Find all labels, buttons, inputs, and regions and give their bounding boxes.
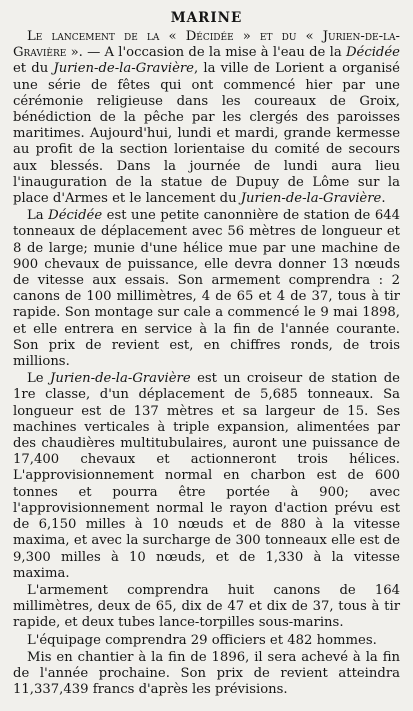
article-title: Le lancement de la « Décidée » et du « Jurien-de-la-Gravière ». xyxy=(13,29,400,61)
ship-name: Jurien-de-la-Gravière xyxy=(53,61,194,77)
article-paragraph-p1 xyxy=(13,29,400,207)
section-heading: MARINE xyxy=(170,10,243,26)
paragraph-text: et du xyxy=(13,61,54,77)
paragraph-text: est une petite canonnière de station de 644 tonneaux de déplacement avec 56 mètres de longueur et 8 de large; munie d'une hélice mue par une machine de 900 chevaux de puissance, elle devra donner 13 nœuds de vitesse aux essais. Son armement comprendra : 2 canons de 100 millimètres, 4 de 65 et 4 de 37, tous à tir rapide. Son montage sur cale a commencé le 9 mai 1898, et elle entrera en service à la fin de l'année courante. Son prix de revient est, en chiffres ronds, de trois millions. xyxy=(13,208,401,370)
article-paragraph-p4 xyxy=(13,583,400,632)
paragraph-text: La xyxy=(27,208,49,224)
ship-name: Jurien-de-la-Gravière xyxy=(240,191,382,207)
article-paragraph-p6 xyxy=(13,650,400,699)
ship-name: Décidée xyxy=(345,45,400,61)
ship-name: Décidée xyxy=(48,208,103,224)
ship-name: Jurien-de-la-Gravière xyxy=(50,371,191,387)
paragraph-text: Mis en chantier à la fin de 1896, il sera achevé à la fin de l'année prochaine. Son prix de revient atteindra 11,337,439 francs d'après les prévisions. xyxy=(13,649,400,698)
article-paragraph-p5 xyxy=(13,633,400,649)
paragraph-text: — A l'occasion de la mise à l'eau de la xyxy=(82,45,346,61)
article-body xyxy=(13,29,400,698)
paragraph-text: . xyxy=(381,191,386,207)
paragraph-text: Le xyxy=(27,371,51,387)
article-paragraph-p3 xyxy=(13,371,400,582)
paragraph-text: est un croiseur de station de 1re classe, d'un déplacement de 5,685 tonneaux. Sa longueur est de 137 mètres et sa largeur de 15. Ses machines verticales à triple expansion, alimentées par des chaudières multitubulaires, auront une puissance de 17,400 chevaux et actionneront trois hélices. L'approvisionnement normal en charbon est de 600 tonnes et pourra être portée à 900; avec l'approvisionnement normal le rayon d'action prévu est de 6,150 milles à 10 nœuds et de 880 à la vitesse maxima, et avec la surcharge de 300 tonneaux elle est de 9,300 milles à 10 nœuds, et de 1,330 à la vitesse maxima. xyxy=(13,371,400,581)
paragraph-text: , la ville de Lorient a organisé une série de fêtes qui ont commencé hier par une cérémonie religieuse dans les coureaux de Groix, bénédiction de la pêche par les clergés des paroisses maritimes. Aujourd'hui, lundi et mardi, grande kermesse au profit de la section lorientaise du comité de secours aux blessés. Dans la journée de lundi aura lieu l'inauguration de la statue de Dupuy de Lôme sur la place d'Armes et le lancement du xyxy=(13,61,400,207)
article-paragraph-p2 xyxy=(13,208,400,370)
paragraph-text: L'équipage comprendra 29 officiers et 482 hommes. xyxy=(27,632,377,648)
paragraph-text: L'armement comprendra huit canons de 164 millimètres, deux de 65, dix de 47 et dix de 37, tous à tir rapide, et deux tubes lance-torpilles sous-marins. xyxy=(13,582,400,631)
